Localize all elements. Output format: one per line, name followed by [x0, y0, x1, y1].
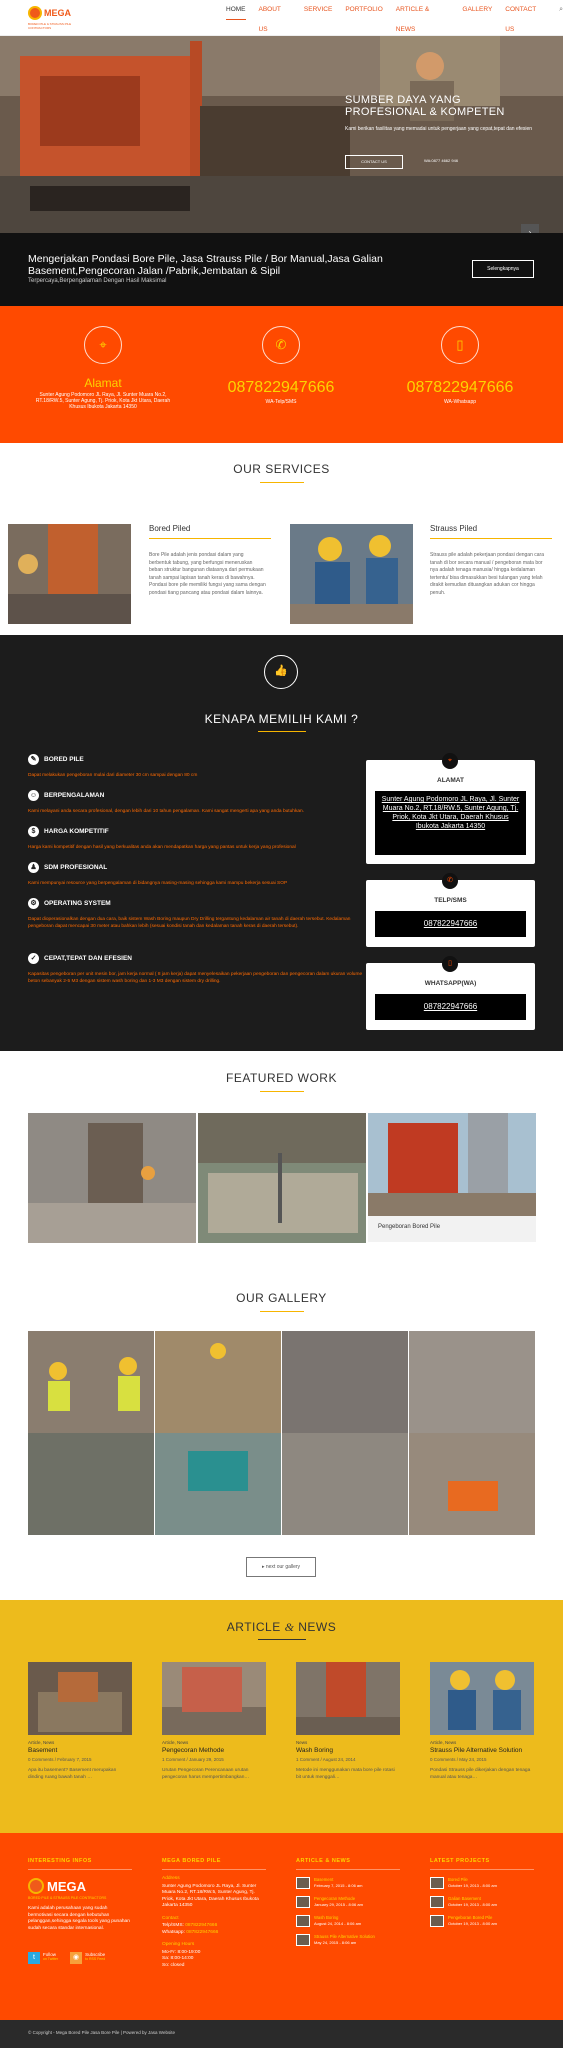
next-gallery-button[interactable]: ▸ next our gallery [246, 1557, 316, 1577]
feature-harga [28, 826, 364, 851]
feature-text: Dapat dioperasionalkan dengan dua cara, baik sistem Wash Boring maupun Dry Drilling tergantung kedalaman air tanah di daerah tersebut. Kedalaman pengeboran dapat mencapai 30 meter atau bahkan lebih (sesuai kondisi tanah dan kedalaman tanah keras di daerah tersebut). [28, 917, 351, 929]
phone-icon: ✆ [442, 873, 458, 889]
post-meta: 1 Comment / January 29, 2015 [162, 1757, 224, 1762]
feature-berpengalaman [28, 790, 364, 815]
more-button[interactable]: Selengkapnya [472, 260, 534, 278]
nav-portfolio[interactable]: PORTFOLIO [345, 6, 383, 13]
gallery-item [409, 1331, 535, 1433]
post-title[interactable]: Pengecoran Methode [162, 1747, 225, 1754]
gallery-item [28, 1433, 154, 1535]
divider [162, 1869, 266, 1870]
feature-text: Kapasitas pengeboran per unit mesin bor, jam kerja normal ( 8 jam kerja) dapat menyelesaikan pekerjaan pengeboran dan pengecoran dalam ukuran volume beton sebanyak 2-5 M3 dengan sistem wash boring dan 1-3 M3 dengan sistem dry drilling. [28, 972, 363, 984]
post-meta: 0 Comments / May 24, 2015 [430, 1757, 487, 1762]
news-post[interactable] [296, 1662, 400, 1781]
item-title[interactable]: Basement [314, 1877, 334, 1882]
gear-icon: ⚙ [28, 898, 39, 909]
footer-address-label: Address [162, 1876, 180, 1881]
card-address-link[interactable]: Sunter Agung Podomoro JL Raya, Jl. Sunter Muara No.2, RT.18/RW.5, Sunter Agung, Tj. Priok, Kota Jkt Utara, Daerah Khusus Ibukota Jakarta 14350 [375, 791, 526, 855]
item-date: October 19, 2013 - 8:00 am [448, 1901, 497, 1907]
post-title[interactable]: Basement [28, 1747, 58, 1754]
feature-operating [28, 898, 364, 930]
service-strauss-pile-title[interactable]: Strauss Piled [430, 524, 478, 533]
footer-hours: Sa: 8:00-14:00 [162, 1956, 194, 1961]
hero-slider [0, 36, 563, 233]
news-title [0, 1620, 563, 1635]
item-date: October 19, 2013 - 8:00 am [448, 1882, 497, 1888]
footer-telp[interactable]: 087822947666 [185, 1923, 218, 1928]
gallery-title [0, 1291, 563, 1312]
featured-caption[interactable]: Pengeboran Bored Pile [368, 1216, 536, 1242]
post-image[interactable] [28, 1662, 132, 1735]
rss-label: Subscribe [85, 1952, 106, 1957]
contact-band [0, 306, 563, 443]
feature-title: HARGA KOMPETITIF [44, 828, 109, 835]
item-date: October 19, 2013 - 8:00 am [448, 1920, 497, 1926]
post-category[interactable]: Article, News [162, 1740, 189, 1745]
footer-news-item[interactable] [296, 1877, 400, 1889]
tagline-bar [0, 233, 563, 306]
divider [296, 1869, 400, 1870]
address-box [28, 326, 178, 410]
site-footer [0, 1833, 563, 2020]
nav-service[interactable]: SERVICE [303, 6, 333, 13]
thumbnail [296, 1934, 310, 1946]
phone-box [206, 326, 356, 405]
post-category[interactable]: Article, News [28, 1740, 55, 1745]
footer-hours: So: closed [162, 1962, 185, 1968]
footer-logo-sub: BORED PILE & STRAUSS PILE CONTRACTORS [28, 1896, 107, 1900]
footer-news-item[interactable] [296, 1915, 400, 1927]
footer-address: Sunter Agung Podomoro JL Raya, Jl. Sunter Muara No.2, RT.18/RW.5, Sunter Agung, Tj. Priok, Kota Jkt Utara, Daerah Khusus Ibukota Jakarta 14350 [162, 1883, 259, 1908]
feature-text: Kami mempunyai resource yang berpengalaman di bidangnya masing-masing sehingga kami mampu bekerja sesuai SOP [28, 881, 288, 886]
twitter-label: Follow [43, 1952, 57, 1957]
card-whatsapp-link[interactable]: 087822947666 [375, 994, 526, 1020]
feature-cepat [28, 953, 364, 985]
post-meta: 1 Comment / August 24, 2014 [296, 1757, 356, 1762]
footer-col-contact [162, 1858, 266, 1969]
gallery-title-text: OUR GALLERY [236, 1291, 327, 1305]
card-title: ALAMAT [437, 777, 464, 784]
footer-telp-label: Telp/SMS: [162, 1923, 184, 1928]
item-title[interactable]: Strauss Pile Alternative Solution [314, 1934, 375, 1939]
thumbs-up-icon: 👍 [264, 655, 298, 689]
search-icon[interactable]: ⌕ [559, 6, 563, 13]
post-excerpt: Pondasi Strauss pile dikerjakan dengan tenaga manual atau tenaga… [430, 1768, 531, 1780]
post-image[interactable] [162, 1662, 266, 1735]
logo[interactable] [28, 4, 80, 22]
gallery-grid [28, 1331, 535, 1535]
nav-home[interactable]: HOME [226, 0, 246, 20]
item-date: February 7, 2015 - 8:06 am [314, 1882, 363, 1888]
item-title[interactable]: Pengecoran Methode [314, 1896, 356, 1901]
footer-logo-text: MEGA [47, 1878, 86, 1894]
strauss-pile-image [290, 524, 413, 624]
news-title-a: ARTICLE [226, 1620, 281, 1634]
person-icon: ♟ [28, 862, 39, 873]
nav-gallery[interactable]: GALLERY [462, 6, 493, 13]
footer-project-item[interactable] [430, 1915, 534, 1927]
thumbnail [296, 1877, 310, 1889]
services-title [0, 462, 563, 483]
gallery-item [282, 1433, 408, 1535]
post-category[interactable]: News [296, 1740, 308, 1745]
post-category[interactable]: Article, News [430, 1740, 457, 1745]
nav-contact-us[interactable]: CONTACT US [505, 6, 537, 33]
footer-logo [28, 1878, 132, 1894]
item-date: January 29, 2015 - 8:06 am [314, 1901, 363, 1907]
footer-hours: Mo-Fr: 8:00-19:00 [162, 1949, 201, 1955]
phone-icon: ✆ [262, 326, 300, 364]
mobile-icon: ▯ [442, 956, 458, 972]
wrench-icon: ✎ [28, 754, 39, 765]
footer-hours-label: Opening Hours [162, 1942, 195, 1947]
tagline-text: Mengerjakan Pondasi Bore Pile, Jasa Strauss Pile / Bor Manual,Jasa Galian Basement,Pengecoran Jalan /Pabrik,Jembatan & Sipil [28, 253, 383, 277]
nav-article-news[interactable]: ARTICLE & NEWS [395, 6, 430, 33]
main-nav [226, 0, 563, 33]
service-strauss-pile-text: Strauss pile adalah pekerjaan pondasi dengan cara tanah di bor secara manual / pengeboran mata bor nya adalah tenaga manusia/ hingga kedalaman tertentu/ bisa dimasukkan besi tulangan yang telah dirakit kemudian dituangkan adukan cor hingga penuh. [430, 552, 544, 596]
featured-item-1[interactable] [28, 1113, 196, 1243]
map-marker-icon: ⌖ [442, 753, 458, 769]
feature-title: BERPENGALAMAN [44, 792, 105, 799]
thumbnail [296, 1896, 310, 1908]
logo-icon [28, 6, 42, 20]
thumbnail [430, 1877, 444, 1889]
site-header [0, 0, 563, 36]
post-excerpt: Apa itu basement? Basement merupakan dinding ruang bawah tanah … [28, 1768, 117, 1780]
footer-news-item[interactable] [296, 1896, 400, 1908]
card-phone-link[interactable]: 087822947666 [375, 911, 526, 937]
bored-pile-image [8, 524, 131, 624]
feature-title: BORED PILE [44, 756, 84, 763]
footer-col-projects [430, 1858, 534, 1927]
footer-project-item[interactable] [430, 1896, 534, 1908]
news-title-b: NEWS [298, 1620, 337, 1634]
twitter-sub: on Twitter [43, 1957, 59, 1961]
phone-label: WA-Telp/SMS [265, 399, 297, 405]
map-marker-icon: ⌖ [84, 326, 122, 364]
news-post[interactable] [430, 1662, 534, 1781]
logo-text: MEGA [44, 7, 71, 18]
whatsapp-card [366, 960, 535, 1030]
hero-contact-button[interactable]: CONTACT US [345, 155, 403, 169]
copyright-bar: © Copyright - Mega Bored Pile Jasa Bore Pile | Powered by Jasa Website [0, 2020, 563, 2048]
feature-bored-pile [28, 754, 364, 779]
feature-text: Kami melayani anda secara profesional, dengan lebih dari 10 tahun pengalaman. Kami sangat mengerti apa yang anda butuhkan. [28, 809, 305, 814]
item-date: May 24, 2015 - 8:06 am [314, 1939, 357, 1945]
item-title[interactable]: Bored Pile [448, 1877, 468, 1882]
post-excerpt: Urutan Pengecoran Perencanaan urutan pengecoran harus mempertimbangkan… [162, 1768, 250, 1780]
feature-sdm [28, 862, 364, 887]
footer-col-info [28, 1858, 132, 1964]
featured-item-3[interactable] [368, 1113, 536, 1216]
footer-col-news [296, 1858, 400, 1946]
item-title[interactable]: Galian Basement [448, 1896, 481, 1901]
thumbnail [430, 1896, 444, 1908]
rss-icon: ◉ [70, 1952, 82, 1964]
address-label: Alamat [84, 376, 122, 390]
divider [430, 1869, 534, 1870]
nav-about-us[interactable]: ABOUT US [258, 6, 281, 33]
divider [258, 1639, 306, 1640]
wa-label: WA-Whatsapp [443, 399, 477, 405]
why-us-section [0, 635, 563, 1051]
rss-link[interactable] [70, 1952, 105, 1964]
footer-heading: LATEST PROJECTS [430, 1858, 490, 1864]
footer-wa-label: Whatsapp: [162, 1929, 185, 1935]
post-meta: 0 Comments / February 7, 2015 [28, 1757, 92, 1762]
item-title[interactable]: Pengeboran Bored Pile [448, 1915, 493, 1920]
gallery-item [282, 1331, 408, 1433]
footer-heading: INTERESTING INFOS [28, 1858, 92, 1864]
address-text: Sunter Agung Podomoro JL Raya, Jl. Sunter Muara No.2, RT.18/RW.5, Sunter Agung, Tj. Priok, Kota Jkt Utara, Daerah Khusus Ibukota Jakarta 14350 [35, 392, 171, 410]
divider [149, 538, 271, 539]
footer-news-item[interactable] [296, 1934, 400, 1946]
service-bored-pile-title[interactable]: Bored Piled [149, 524, 191, 533]
mobile-icon: ▯ [441, 326, 479, 364]
post-image[interactable] [296, 1662, 400, 1735]
hero-wa-button[interactable]: WA:0877 4662 946 [423, 158, 459, 163]
feature-text: Dapat melakukan pengeboran mulai dari diameter 30 cm sampai dengan 80 cm [28, 773, 198, 778]
logo-icon [28, 1878, 44, 1894]
feature-text: Harga kami kompetitif dengan hasil yang berkualitas anda akan mendapatkan harga yang pantas untuk kerja yang profesional [28, 845, 296, 850]
post-excerpt: Metode ini menggunakan mata bore pile rotasi bit untuk menggali… [296, 1768, 395, 1780]
featured-title [0, 1071, 563, 1092]
footer-project-item[interactable] [430, 1877, 534, 1889]
post-title[interactable]: Strauss Pile Alternative Solution [430, 1747, 523, 1754]
thumbnail [430, 1915, 444, 1927]
feature-title: SDM PROFESIONAL [44, 864, 108, 871]
hero-title: SUMBER DAYA YANG PROFESIONAL & KOMPETEN [345, 94, 505, 118]
post-title[interactable]: Wash Boring [296, 1747, 333, 1754]
footer-contact-label: Contact [162, 1915, 179, 1921]
footer-heading: MEGA BORED PILE [162, 1858, 221, 1864]
rss-sub: to RSS Feed [85, 1957, 106, 1961]
tag-icon: $ [28, 826, 39, 837]
item-date: August 24, 2014 - 8:06 am [314, 1920, 362, 1926]
hero-image [0, 36, 563, 233]
featured-item-2[interactable] [198, 1113, 366, 1243]
services-title-text: OUR SERVICES [233, 462, 330, 476]
post-image[interactable] [430, 1662, 534, 1735]
divider [258, 731, 306, 732]
hero-description: Kami berikan fasilitas yang memadai untuk pengerjaan yang cepat,tepat dan efesien [345, 126, 533, 132]
news-section [0, 1600, 563, 1833]
wa-number[interactable]: 087822947666 [406, 379, 514, 396]
thumbnail [296, 1915, 310, 1927]
twitter-link[interactable] [28, 1952, 58, 1964]
card-title: WHATSAPP(WA) [424, 980, 477, 987]
tagline-subtext: Terpercaya,Berpengalaman Dengan Hasil Maksimal [28, 278, 167, 284]
why-us-title: KENAPA MEMILIH KAMI ? [204, 712, 359, 726]
users-icon: ☺ [29, 792, 38, 799]
chevron-right-icon[interactable]: › [521, 224, 539, 233]
divider [28, 1869, 132, 1870]
feature-title: CEPAT,TEPAT DAN EFESIEN [44, 955, 132, 962]
footer-social [28, 1952, 132, 1964]
service-bored-pile-text: Bore Pile adalah jenis pondasi dalam yang berbentuk tabung, yang berfungsi meneruskan beban struktur bangunan diatasnya dari permukaan tanah sampai lapisan tanah keras di bawahnya. Pondasi bore pile memiliki fungsi yang sama dengan pondasi tiang pancang atau pondasi dalam lainnya. [149, 552, 266, 596]
featured-title-text: FEATURED WORK [226, 1071, 337, 1085]
wa-box [385, 326, 535, 405]
footer-about-text: Kami adalah perusahaan yang sudah bermotivasi secara dengan kebutuhan pelanggan,sehingga segala tools yang punahan sudah secara standar internasional. [28, 1906, 130, 1931]
twitter-icon: t [28, 1952, 40, 1964]
card-title: TELP/SMS [434, 897, 467, 904]
footer-heading: ARTICLE & NEWS [296, 1858, 351, 1864]
feature-title: OPERATING SYSTEM [44, 900, 111, 907]
news-post[interactable] [162, 1662, 266, 1781]
address-card [366, 757, 535, 864]
footer-wa[interactable]: 087822947666 [186, 1929, 219, 1935]
item-title[interactable]: Wash Boring [314, 1915, 339, 1920]
divider [430, 538, 552, 539]
phone-card [366, 877, 535, 947]
news-title-amp: & [284, 1620, 295, 1634]
logo-subtitle: BORED PILE & STRAUSS PILE CONTRACTORS [28, 22, 72, 30]
phone-number[interactable]: 087822947666 [227, 379, 335, 396]
news-post[interactable] [28, 1662, 132, 1781]
next-gallery-label: next our gallery [265, 1564, 301, 1570]
check-icon: ✓ [28, 953, 39, 964]
